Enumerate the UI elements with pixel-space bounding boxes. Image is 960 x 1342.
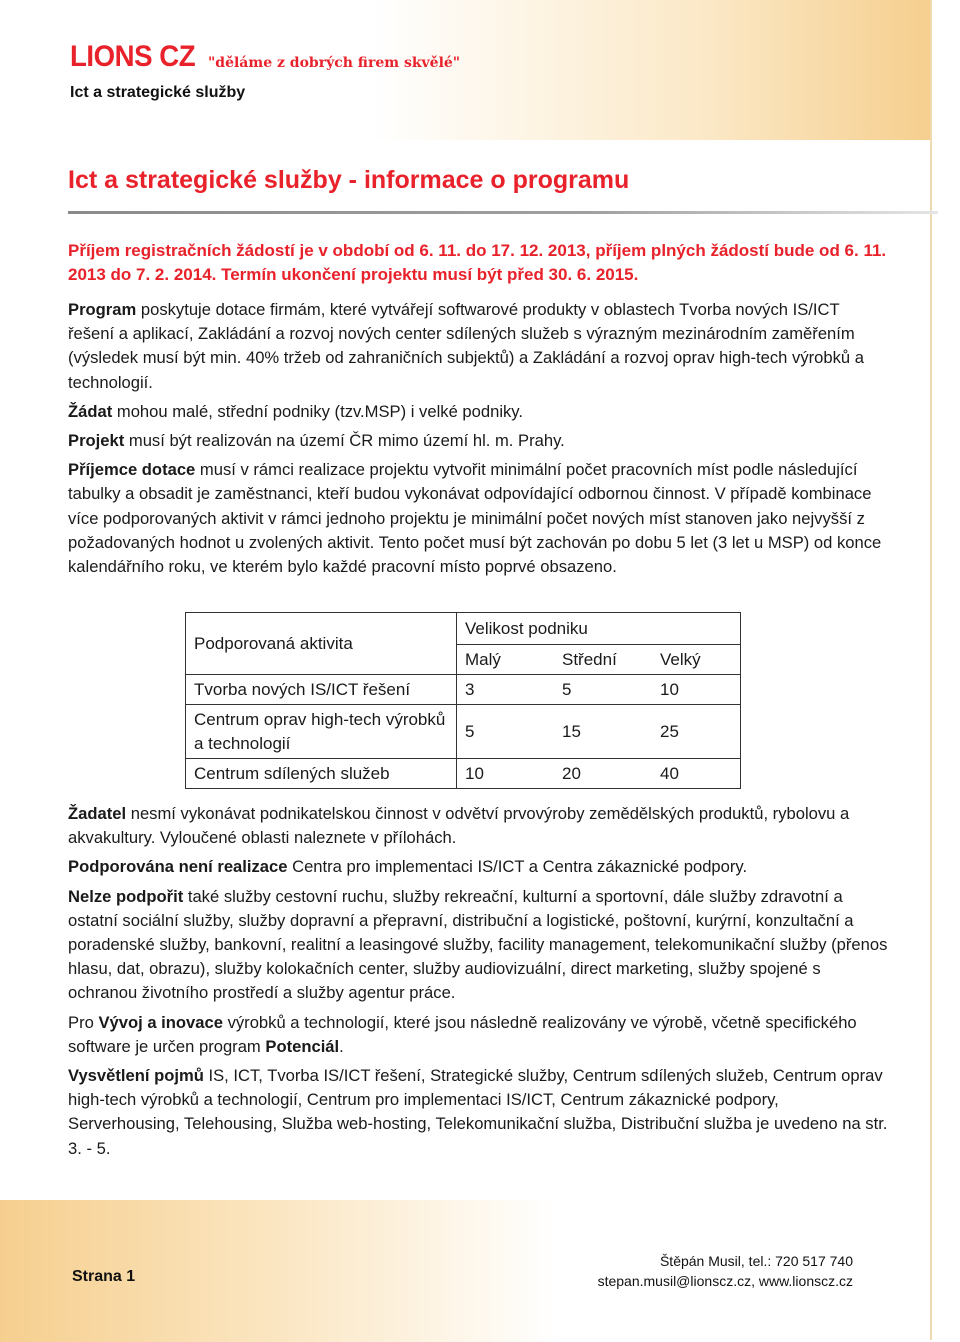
term: Nelze podpořit <box>68 886 184 906</box>
document-body <box>68 298 888 584</box>
text: nesmí vykonávat podnikatelskou činnost v odvětví prvovýroby zemědělských produktů, rybolovu a akvakultury. Vyloučené oblasti naleznete v přílohách. <box>68 804 850 848</box>
term: Projekt <box>68 431 125 451</box>
paragraph-applicants <box>68 400 888 424</box>
text: mohou malé, střední podniky (tzv.MSP) i velké podniky. <box>112 401 523 421</box>
table-cell: 15 <box>554 705 652 759</box>
header-subtitle: Ict a strategické služby <box>70 84 246 101</box>
table-cell-activity: Centrum sdílených služeb <box>186 759 457 789</box>
text: . <box>339 1036 344 1056</box>
table-header-medium: Střední <box>554 645 652 675</box>
page-title: Ict a strategické služby - informace o programu <box>68 166 630 194</box>
text: IS, ICT, Tvorba IS/ICT řešení, Strategické služby, Centrum sdílených služeb, Centrum oprav high-tech výrobků a technologií, Centrum pro implementaci IS/ICT, Centrum zákaznické podpory, Serverhousing, Telehousing, Služba web-hosting, Telekomunikační služba, Distribuční služba je uvedeno na str. 3. - 5. <box>68 1066 888 1158</box>
page-header <box>0 0 930 140</box>
title-divider <box>68 211 938 214</box>
document-body-lower <box>68 802 888 1166</box>
table-cell: 3 <box>457 675 555 705</box>
table-cell: 10 <box>652 675 741 705</box>
term: Vysvětlení pojmů <box>68 1066 204 1086</box>
footer-contact <box>598 1251 853 1291</box>
term: Příjemce dotace <box>68 460 196 480</box>
text: poskytuje dotace firmám, které vytvářejí softwarové produkty v oblastech Tvorba nových IS/ICT řešení a aplikací, Zakládání a rozvoj nových center sdílených služeb s výrazným mezinárodním zaměřením (výsledek musí být min. 40% tržeb od zahraničních subjektů) a Zakládání a rozvoj oprav high-tech výrobků a technologií. <box>68 300 864 392</box>
brand-slogan: "děláme z dobrých firem skvělé" <box>208 55 461 71</box>
contact-name-phone: Štěpán Musil, tel.: 720 517 740 <box>659 1253 853 1269</box>
term: Vývoj a inovace <box>98 1012 223 1032</box>
table-header-activity: Podporovaná aktivita <box>186 613 457 675</box>
paragraph-recipient <box>68 458 888 579</box>
text: musí být realizován na území ČR mimo území hl. m. Prahy. <box>124 431 565 451</box>
table-cell: 5 <box>457 705 555 759</box>
table-cell: 20 <box>554 759 652 789</box>
paragraph-applicant-restrictions <box>68 802 888 850</box>
paragraph-potencial <box>68 1011 888 1059</box>
text: musí v rámci realizace projektu vytvořit minimální počet pracovních míst podle následující tabulky a obsadit je zaměstnanci, kteří budou vykonávat odpovídající odbornou činnost. V případě kombinace více podporovaných aktivit v rámci jednoho projektu je minimální počet nových míst stanoven jako nejvyšší z požadovaných hodnot u zvolených aktivit. Tento počet musí být zachován po dobu 5 let (3 let u MSP) od konce kalendářního roku, ve kterém bylo každé pracovní místo poprvé obsazeno. <box>68 460 882 577</box>
table-row <box>186 759 741 789</box>
term: Potenciál <box>265 1036 340 1056</box>
table-cell: 5 <box>554 675 652 705</box>
table-cell: 25 <box>652 705 741 759</box>
paragraph-program <box>68 298 888 395</box>
paragraph-glossary <box>68 1064 888 1161</box>
text: také služby cestovní ruchu, služby rekreační, kulturní a sportovní, dále služby zdravotní a ostatní sociální služby, služby dopravní a přepravní, distribuční a logistické, poštovní, kurýrní, konzultační a poradenské služby, bankovní, realitní a leasingové služby, facility management, telekomunikační služby (přenos hlasu, dat, obrazu), služby kolokačních center, služby audiovizuální, direct marketing, služby spojené s ochranou životního prostředí a služby agentur práce. <box>68 886 888 1003</box>
contact-email-web: stepan.musil@lionscz.cz, www.lionscz.cz <box>597 1273 853 1289</box>
table-header-large: Velký <box>652 645 741 675</box>
lead-paragraph: Příjem registračních žádostí je v období od 6. 11. do 17. 12. 2013, příjem plných žádostí bude od 6. 11. 2013 do 7. 2. 2014. Termín ukončení projektu musí být před 30. 6. 2015. <box>68 241 887 284</box>
page-number: Strana 1 <box>72 1268 136 1285</box>
table-header-small: Malý <box>457 645 555 675</box>
term: Žádat <box>68 401 113 421</box>
text: výrobků a technologií, které jsou následně realizovány ve výrobě, včetně specifického software je určen program <box>68 1012 857 1056</box>
jobs-table <box>185 612 741 789</box>
table-cell: 40 <box>652 759 741 789</box>
paragraph-excluded-services <box>68 885 888 1006</box>
text: Pro <box>68 1012 99 1032</box>
paragraph-not-supported <box>68 855 888 879</box>
table-header-size: Velikost podniku <box>457 613 741 645</box>
term: Program <box>68 300 137 319</box>
table-row <box>186 675 741 705</box>
table-cell: 10 <box>457 759 555 789</box>
table-row <box>186 705 741 759</box>
term: Žadatel <box>68 804 127 823</box>
table-cell-activity: Tvorba nových IS/ICT řešení <box>186 675 457 705</box>
brand-logo: LIONS CZ <box>70 40 196 73</box>
table-cell-activity: Centrum oprav high-tech výrobků a technologií <box>186 705 457 759</box>
text: Centra pro implementaci IS/ICT a Centra zákaznické podpory. <box>287 857 748 877</box>
paragraph-project-location <box>68 429 888 453</box>
term: Podporována není realizace <box>68 857 288 877</box>
